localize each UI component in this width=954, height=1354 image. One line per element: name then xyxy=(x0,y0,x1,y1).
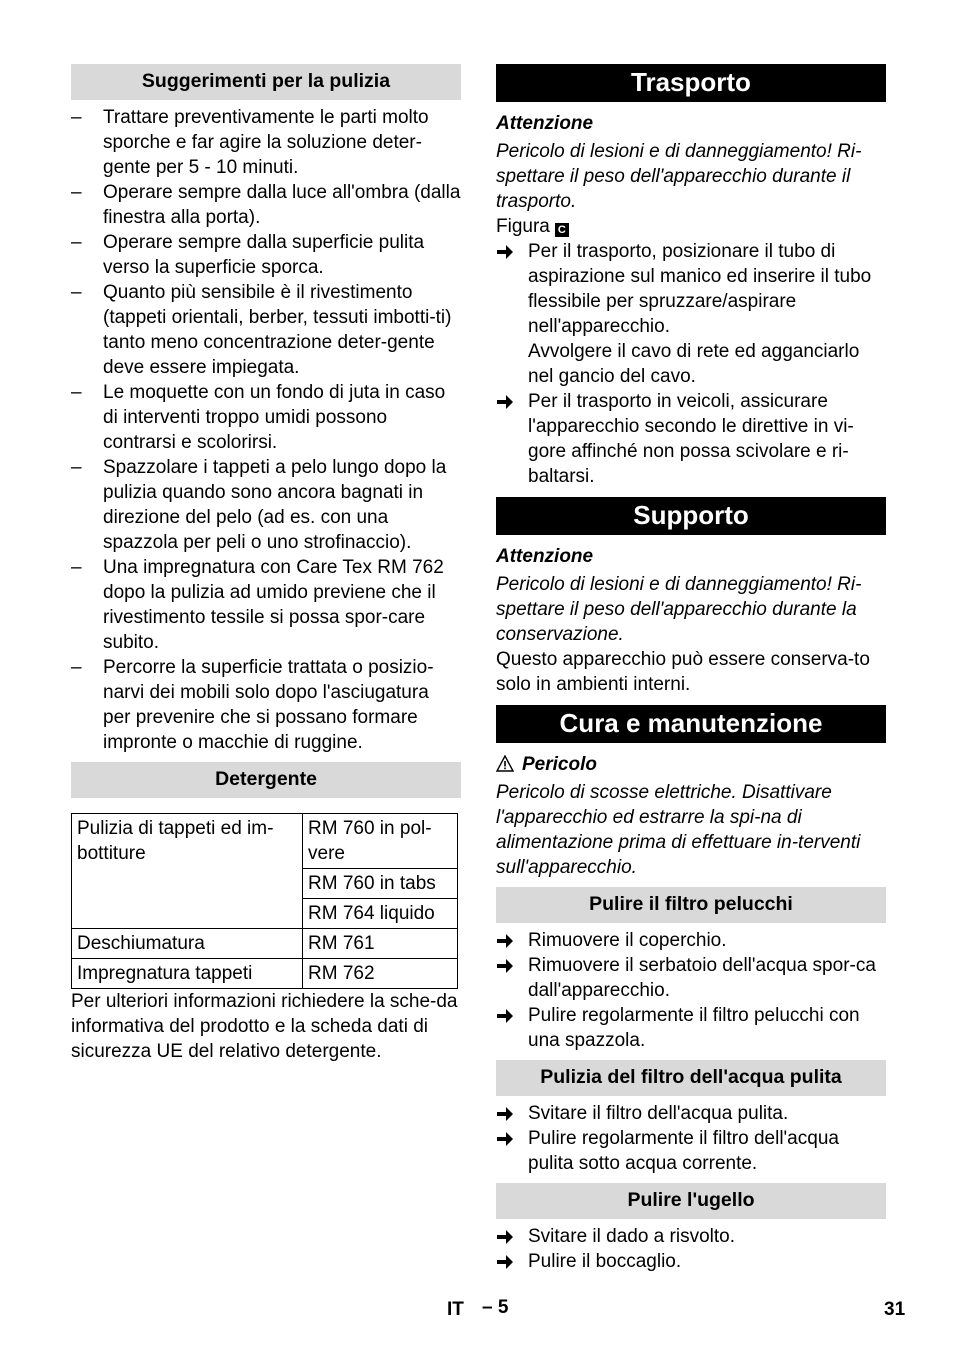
table-cell: RM 764 liquido xyxy=(303,899,458,929)
list-item: – Operare sempre dalla superficie pulita verso la superficie sporca. xyxy=(71,232,425,278)
arrow-right-icon xyxy=(497,395,513,409)
table-row xyxy=(72,814,458,869)
table-row xyxy=(72,929,458,959)
nozzle-heading: Pulire l'ugello xyxy=(496,1183,886,1219)
table-cell: RM 762 xyxy=(303,959,458,989)
list-item: – Quanto più sensibile è il rivestimento (tappeti orientali, berber, tessuti imbotti-ti) tanto meno concentrazione deter-gente deve essere impiegata. xyxy=(71,282,452,378)
transport-heading: Trasporto xyxy=(496,64,886,102)
arrow-right-icon xyxy=(497,1255,513,1269)
freshwater-steps xyxy=(496,1101,886,1176)
list-item: – Una impregnatura con Care Tex RM 762 dopo la pulizia ad umido previene che il rivestimento tessile si possa spor-care subito. xyxy=(71,557,444,653)
list-item: Rimuovere il serbatoio dell'acqua spor-ca dall'apparecchio. xyxy=(496,953,886,1003)
footer-section-page: – 5 xyxy=(482,1297,509,1318)
detergent-heading: Detergente xyxy=(71,762,461,798)
list-item: – Spazzolare i tappeti a pelo lungo dopo la pulizia quando sono ancora bagnati in direzione del pelo (ad es. con una spazzola per peli o uno strofinaccio). xyxy=(71,457,447,553)
list-item: Per il trasporto, posizionare il tubo di aspirazione sul manico ed inserire il tubo flessibile per spruzzare/aspirare nell'apparecchio. Avvolgere il cavo di rete ed agganciarlo nel gancio del cavo. xyxy=(496,239,886,389)
arrow-right-icon xyxy=(497,1009,513,1023)
figure-c-icon: C xyxy=(555,223,569,237)
arrow-right-icon xyxy=(497,934,513,948)
warning-triangle-icon xyxy=(496,755,514,772)
table-cell: Pulizia di tappeti ed im-bottiture xyxy=(72,814,303,929)
list-item: Svitare il filtro dell'acqua pulita. xyxy=(496,1101,886,1126)
transport-warning: Pericolo di lesioni e di danneggiamento! Ri-spettare il peso dell'apparecchio durante il trasporto. xyxy=(496,141,862,212)
arrow-right-icon xyxy=(497,245,513,259)
right-column xyxy=(496,64,886,1274)
table-cell: RM 760 in pol-vere xyxy=(303,814,458,869)
left-column xyxy=(71,64,461,1064)
danger-text: Pericolo di scosse elettriche. Disattivare l'apparecchio ed estrarre la spi-na di alimentazione prima di effettuare in-terventi sull'apparecchio. xyxy=(496,782,861,878)
lint-steps xyxy=(496,928,886,1053)
table-cell: Deschiumatura xyxy=(72,929,303,959)
list-item: Pulire regolarmente il filtro dell'acqua pulita sotto acqua corrente. xyxy=(496,1126,886,1176)
arrow-right-icon xyxy=(497,959,513,973)
arrow-right-icon xyxy=(497,1132,513,1146)
list-item: – Operare sempre dalla luce all'ombra (dalla finestra alla porta). xyxy=(71,182,461,228)
arrow-right-icon xyxy=(497,1107,513,1121)
support-warning: Pericolo di lesioni e di danneggiamento! Ri-spettare il peso dell'apparecchio durante la conservazione. xyxy=(496,574,862,645)
danger-label-row: Pericolo xyxy=(496,752,886,777)
support-text: Questo apparecchio può essere conserva-to solo in ambienti interni. xyxy=(496,649,870,695)
care-heading: Cura e manutenzione xyxy=(496,705,886,743)
nozzle-steps xyxy=(496,1224,886,1274)
list-item: Pulire il boccaglio. xyxy=(496,1249,886,1274)
table-cell: Impregnatura tappeti xyxy=(72,959,303,989)
footer-language: IT xyxy=(447,1299,464,1320)
support-heading: Supporto xyxy=(496,497,886,535)
tips-heading: Suggerimenti per la pulizia xyxy=(71,64,461,100)
transport-attention: Attenzione xyxy=(496,113,594,134)
figure-ref: Figura C xyxy=(496,214,886,239)
support-attention: Attenzione xyxy=(496,546,594,567)
table-cell: RM 760 in tabs xyxy=(303,869,458,899)
lint-heading: Pulire il filtro pelucchi xyxy=(496,887,886,923)
detergent-table xyxy=(71,813,458,989)
transport-steps xyxy=(496,239,886,489)
list-item: Per il trasporto in veicoli, assicurare l'apparecchio secondo le direttive in vi-gore affinché non possa scivolare e ri-baltarsi. xyxy=(496,389,886,489)
freshwater-heading: Pulizia del filtro dell'acqua pulita xyxy=(496,1060,886,1096)
list-item: Pulire regolarmente il filtro pelucchi con una spazzola. xyxy=(496,1003,886,1053)
arrow-right-icon xyxy=(497,1230,513,1244)
list-item: Rimuovere il coperchio. xyxy=(496,928,886,953)
tips-list xyxy=(71,105,461,755)
detergent-note: Per ulteriori informazioni richiedere la sche-da informativa del prodotto e la scheda dati di sicurezza UE del relativo detergente. xyxy=(71,991,458,1062)
list-item: – Le moquette con un fondo di juta in caso di interventi troppo umidi possono contrarsi e scolorirsi. xyxy=(71,382,446,453)
table-row xyxy=(72,959,458,989)
list-item: – Trattare preventivamente le parti molto sporche e far agire la soluzione deter-gente per 5 - 10 minuti. xyxy=(71,107,429,178)
table-cell: RM 761 xyxy=(303,929,458,959)
list-item: – Percorre la superficie trattata o posizio-narvi dei mobili solo dopo l'asciugatura per prevenire che si possano formare impronte o macchie di ruggine. xyxy=(71,657,434,753)
list-item: Svitare il dado a risvolto. xyxy=(496,1224,886,1249)
footer-page-number: 31 xyxy=(884,1299,906,1320)
